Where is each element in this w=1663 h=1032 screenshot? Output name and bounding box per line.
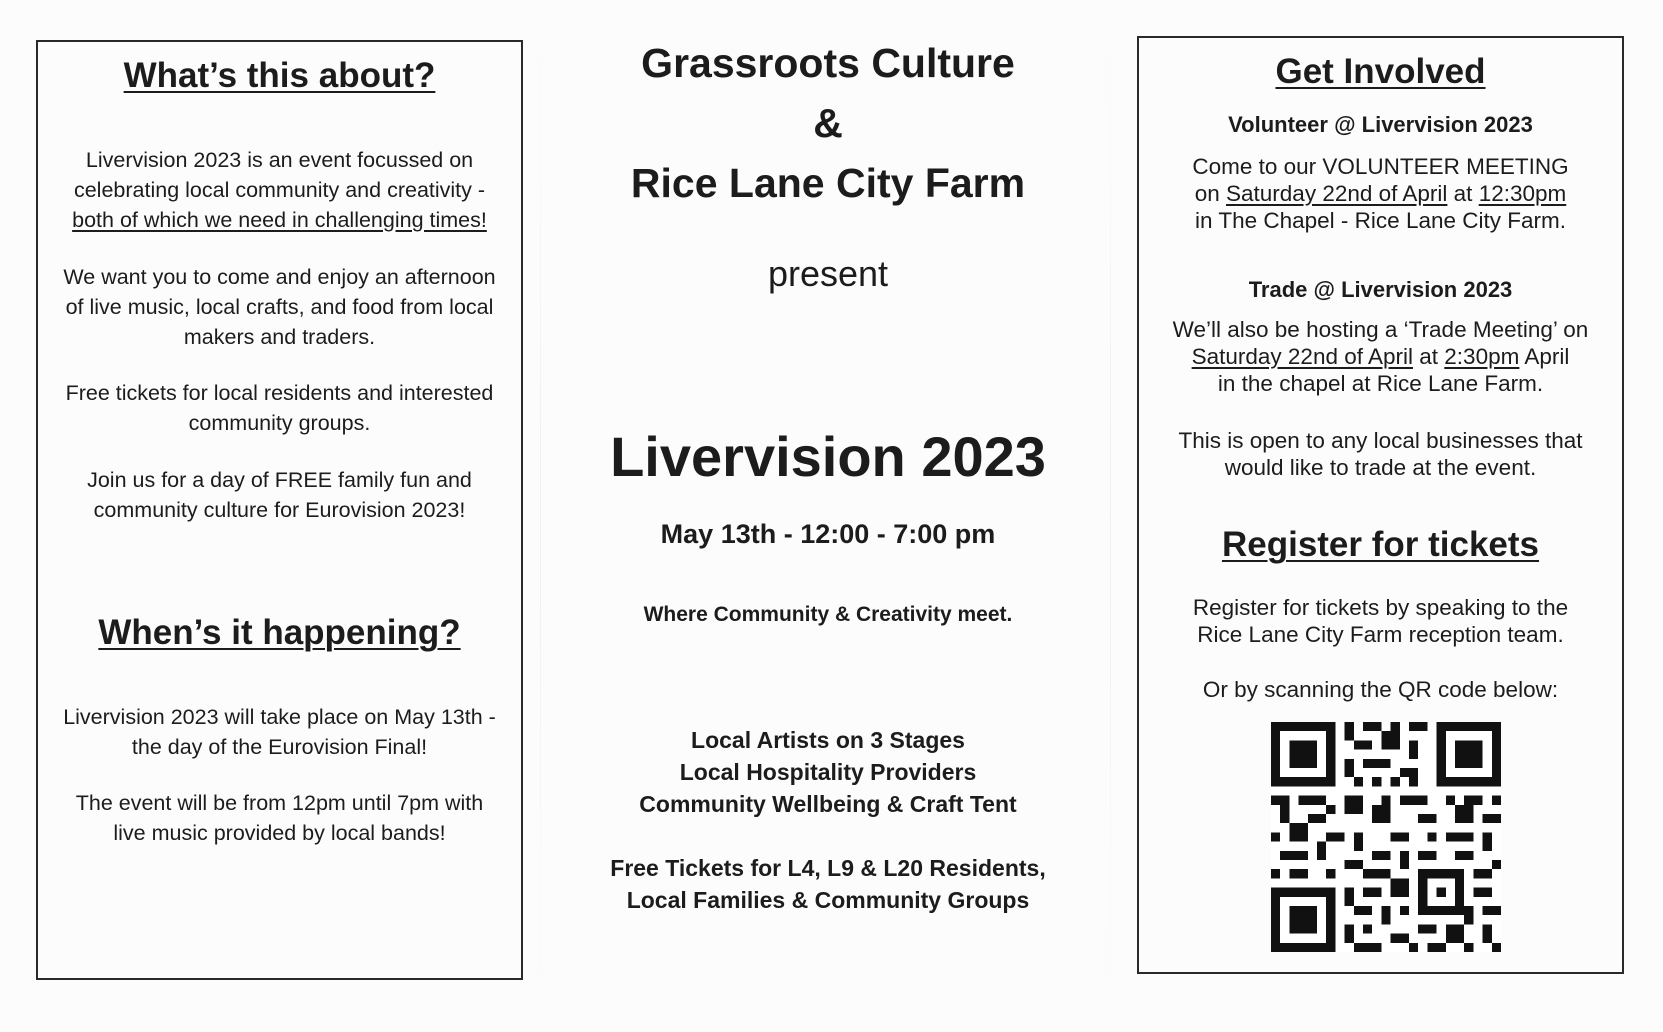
about-section	[38, 56, 521, 96]
event-title-block	[560, 424, 1096, 489]
about-paragraph-3	[38, 378, 521, 438]
open-line-2: would like to trade at the event.	[1224, 455, 1537, 480]
feature-wellbeing: Community Wellbeing & Craft Tent	[639, 791, 1017, 817]
when-paragraph-2	[38, 788, 521, 848]
about-p4-line2: community culture for Eurovision 2023!	[93, 498, 466, 522]
register-line-1: Register for tickets by speaking to the	[1192, 595, 1569, 620]
when-p2-line2: live music provided by local bands!	[113, 821, 446, 845]
about-paragraph-4	[38, 465, 521, 525]
organizers-block	[560, 38, 1096, 208]
about-p4-line1: Join us for a day of FREE family fun and	[87, 468, 472, 492]
register-line-2: Rice Lane City Farm reception team.	[1197, 622, 1564, 647]
qr-instruction-text: Or by scanning the QR code below:	[1202, 677, 1559, 702]
qr-code-icon[interactable]	[1271, 722, 1501, 952]
free-tickets-line-1: Free Tickets for L4, L9 & L20 Residents,	[610, 855, 1046, 881]
trade-date: Saturday 22nd of April	[1191, 344, 1414, 369]
get-involved-panel	[1137, 36, 1624, 974]
about-p2-line1: We want you to come and enjoy an afternoon	[63, 265, 496, 289]
tagline-block	[560, 603, 1096, 627]
involved-section	[1139, 52, 1622, 92]
when-paragraph-1	[38, 702, 521, 762]
present-text: present	[767, 253, 889, 294]
fold-line-right	[1110, 0, 1111, 1032]
event-tagline: Where Community & Creativity meet.	[643, 603, 1013, 626]
trade-subhead: Trade @ Livervision 2023	[1248, 277, 1513, 302]
register-details	[1139, 594, 1622, 648]
event-date: May 13th - 12:00 - 7:00 pm	[660, 519, 996, 549]
open-line-1: This is open to any local businesses that	[1178, 428, 1583, 453]
about-p1-line2: celebrating local community and creativity -	[73, 178, 486, 202]
when-heading: When’s it happening?	[98, 613, 461, 652]
trade-time: 2:30pm	[1444, 344, 1520, 369]
present-block	[560, 253, 1096, 295]
trade-line-2: Saturday 22nd of April at 2:30pm April	[1191, 344, 1570, 369]
volunteer-line-3: in The Chapel - Rice Lane City Farm.	[1195, 208, 1566, 233]
about-p1-line1: Livervision 2023 is an event focussed on	[85, 148, 474, 172]
trade-details	[1139, 316, 1622, 397]
volunteer-block	[1139, 112, 1622, 138]
volunteer-time: 12:30pm	[1478, 181, 1567, 206]
about-p1-line3: both of which we need in challenging times!	[72, 208, 487, 232]
register-heading: Register for tickets	[1221, 525, 1540, 564]
register-section	[1139, 525, 1622, 565]
volunteer-details	[1139, 153, 1622, 234]
trade-block	[1139, 277, 1622, 303]
trade-line-3: in the chapel at Rice Lane Farm.	[1217, 371, 1544, 396]
date-block	[560, 519, 1096, 550]
when-section	[38, 613, 521, 653]
open-to-business	[1139, 427, 1622, 481]
free-tickets-block	[560, 852, 1096, 916]
when-p2-line1: The event will be from 12pm until 7pm with	[75, 791, 484, 815]
event-title: Livervision 2023	[610, 425, 1046, 488]
features-block	[560, 724, 1096, 820]
about-paragraph-2	[38, 262, 521, 352]
about-heading: What’s this about?	[123, 56, 436, 95]
about-p2-line3: makers and traders.	[183, 325, 376, 349]
free-tickets-line-2: Local Families & Community Groups	[626, 887, 1030, 913]
when-p1-line2: the day of the Eurovision Final!	[131, 735, 428, 759]
feature-stages: Local Artists on 3 Stages	[691, 727, 965, 753]
volunteer-subhead: Volunteer @ Livervision 2023	[1228, 112, 1533, 137]
when-p1-line1: Livervision 2023 will take place on May 13th -	[63, 705, 496, 729]
about-p3-line1: Free tickets for local residents and interested	[65, 381, 494, 405]
feature-hospitality: Local Hospitality Providers	[679, 759, 977, 785]
volunteer-line-1: Come to our VOLUNTEER MEETING	[1192, 154, 1569, 179]
organizer-2: Rice Lane City Farm	[630, 160, 1026, 206]
about-p2-line2: of live music, local crafts, and food from local	[65, 295, 494, 319]
about-p3-line2: community groups.	[188, 411, 371, 435]
organizer-ampersand: &	[813, 100, 843, 146]
trade-line-1: We’ll also be hosting a ‘Trade Meeting’ on	[1172, 317, 1589, 342]
qr-instruction	[1139, 676, 1622, 703]
about-panel	[36, 40, 523, 980]
volunteer-line-2: on Saturday 22nd of April at 12:30pm	[1194, 181, 1567, 206]
about-paragraph-1	[38, 145, 521, 235]
involved-heading: Get Involved	[1275, 52, 1486, 91]
fold-line-left	[540, 0, 541, 1032]
organizer-1: Grassroots Culture	[641, 40, 1015, 86]
volunteer-date: Saturday 22nd of April	[1226, 181, 1448, 206]
